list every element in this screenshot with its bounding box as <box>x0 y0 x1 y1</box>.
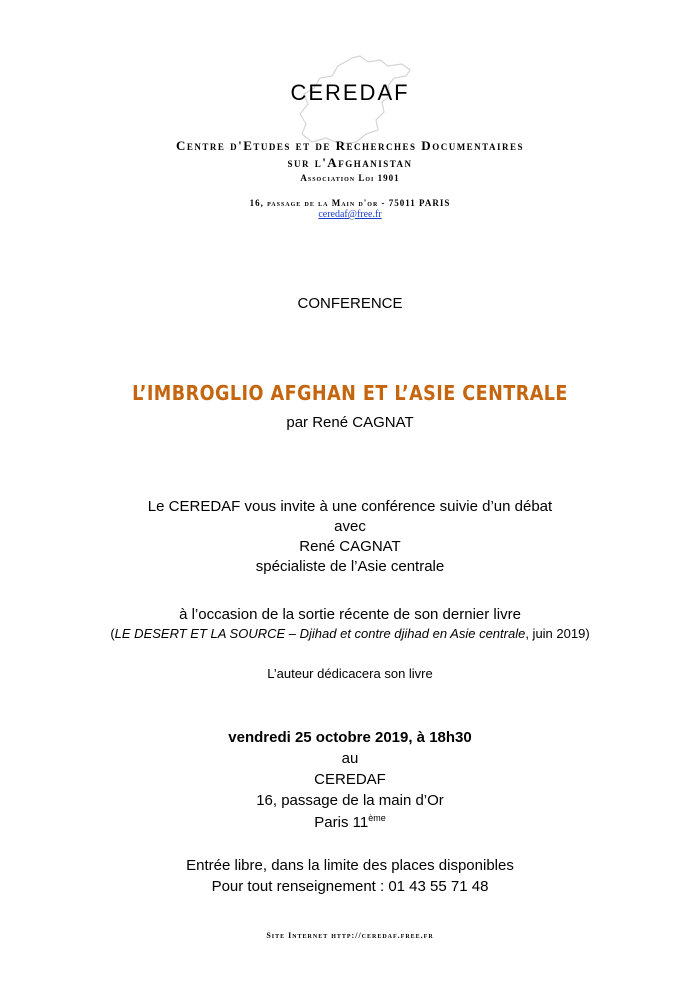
org-full-name-line2: sur l'Afghanistan <box>287 155 413 170</box>
venue-prefix: au <box>341 750 359 767</box>
venue-city-name: Paris 11 <box>314 814 369 831</box>
speaker-title: spécialiste de l’Asie centrale <box>255 558 445 575</box>
event-title: L’IMBROGLIO AFGHAN ET L’ASIE CENTRALE <box>132 381 568 405</box>
footer-website[interactable]: Site Internet http://ceredaf.free.fr <box>266 931 434 940</box>
org-logo-text: CEREDAF <box>290 80 410 105</box>
event-type: CONFERENCE <box>297 295 403 312</box>
speaker-name: René CAGNAT <box>299 538 401 555</box>
org-full-name-line1: Centre d'Etudes et de Recherches Documentaires <box>175 138 525 153</box>
email-link[interactable]: ceredaf@free.fr <box>318 209 382 220</box>
venue-city <box>0 813 700 831</box>
invitation-line-2: avec <box>334 518 366 535</box>
book-reference <box>0 626 700 641</box>
book-title: LE DESERT ET LA SOURCE – Djihad et contre djihad en Asie centrale <box>114 626 526 641</box>
access-info: Entrée libre, dans la limite des places disponibles <box>186 857 514 874</box>
book-open-paren: ( <box>110 626 115 641</box>
venue-city-superscript: ème <box>368 813 386 823</box>
invitation-line-1: Le CEREDAF vous invite à une conférence suivie d’un débat <box>147 498 553 515</box>
org-address: 16, passage de la Main d'or - 75011 PARIS <box>249 198 451 208</box>
venue-street: 16, passage de la main d’Or <box>256 792 444 809</box>
book-date: , juin 2019) <box>525 626 590 641</box>
venue-name: CEREDAF <box>314 771 386 788</box>
book-signing: L’auteur dédicacera son livre <box>267 666 433 681</box>
association-status: Association Loi 1901 <box>300 173 400 183</box>
event-byline: par René CAGNAT <box>286 414 414 431</box>
contact-phone: Pour tout renseignement : 01 43 55 71 48 <box>211 878 489 895</box>
book-occasion: à l’occasion de la sortie récente de son dernier livre <box>179 606 521 623</box>
event-datetime: vendredi 25 octobre 2019, à 18h30 <box>228 729 472 746</box>
